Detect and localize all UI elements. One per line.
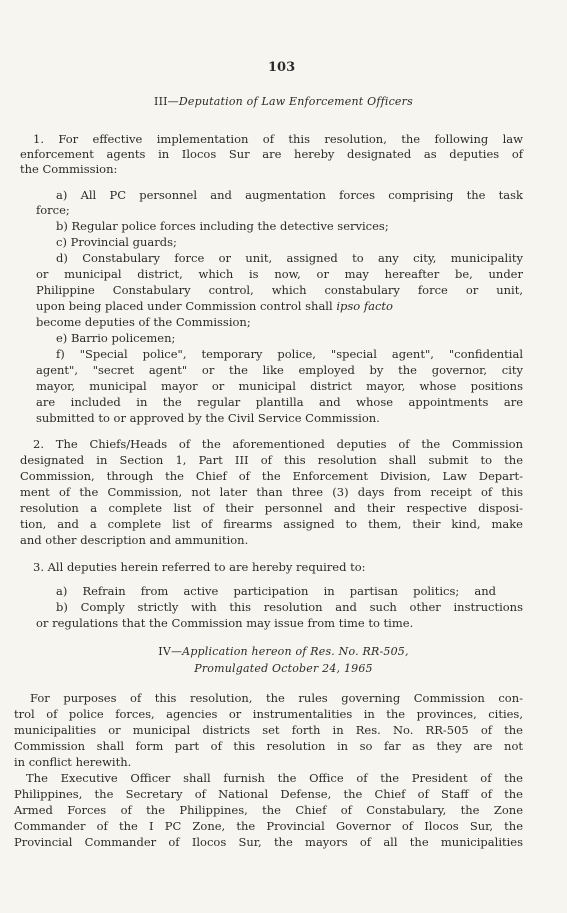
text-line: upon being placed under Commission control shall ipso facto (36, 299, 393, 313)
text-line: 3. All deputies herein referred to are hereby required to: (33, 560, 366, 574)
text-line: 2. The Chiefs/Heads of the aforementioned deputies of the Commission (33, 437, 523, 451)
text-line: are included in the regular plantilla and whose appointments are (36, 395, 523, 409)
text-line: agent", "secret agent" or the like employed by the governor, city (36, 363, 523, 377)
text-line: municipalities or municipal districts set forth in Res. No. RR-505 of the (14, 723, 523, 737)
section-heading-application: IV—Application hereon of Res. No. RR-505, (158, 645, 409, 658)
text-line: e) Barrio policemen; (56, 331, 176, 345)
text-line: Philippine Constabulary control, which constabulary force or unit, (36, 283, 523, 297)
text-line: trol of police forces, agencies or instrumentalities in the provinces, cities, (14, 707, 523, 721)
text-line: For purposes of this resolution, the rules governing Commission con- (30, 691, 523, 705)
text-line: become deputies of the Commission; (36, 315, 251, 329)
text-line: the Commission: (20, 162, 118, 176)
text-line: tion, and a complete list of firearms assigned to them, their kind, make (20, 517, 523, 531)
text-line: Philippines, the Secretary of National Defense, the Chief of Staff of the (14, 787, 523, 801)
text-line: or regulations that the Commission may issue from time to time. (36, 616, 414, 630)
text-line: force; (36, 203, 70, 217)
text-line: a) Refrain from active participation in partisan politics; and (56, 584, 496, 598)
text-line: enforcement agents in Ilocos Sur are hereby designated as deputies of (20, 147, 523, 161)
text-line: b) Regular police forces including the detective services; (56, 219, 389, 233)
text-line: designated in Section 1, Part III of this resolution shall submit to the (20, 453, 523, 467)
section-heading-deputation: III—Deputation of Law Enforcement Officers (154, 95, 413, 108)
text-line: and other description and ammunition. (20, 533, 249, 547)
text-line: f) "Special police", temporary police, "special agent", "confidential (56, 347, 523, 361)
text-line: mayor, municipal mayor or municipal district mayor, whose positions (36, 379, 523, 393)
italic-phrase: ipso facto (336, 299, 393, 313)
section-heading-application-line2: Promulgated October 24, 1965 (194, 662, 373, 675)
text-line: Provincial Commander of Ilocos Sur, the mayors of all the municipalities (14, 835, 523, 849)
page-number: 103 (268, 60, 296, 75)
text-line: Commission shall form part of this resolution in so far as they are not (14, 739, 523, 753)
text-line: 1. For effective implementation of this resolution, the following law (33, 132, 523, 146)
text-line: submitted to or approved by the Civil Service Commission. (36, 411, 380, 425)
text-line: Commission, through the Chief of the Enforcement Division, Law Depart- (20, 469, 523, 483)
text-line: c) Provincial guards; (56, 235, 177, 249)
text-line: in conflict herewith. (14, 755, 132, 769)
text-line: The Executive Officer shall furnish the Office of the President of the (26, 771, 523, 785)
text-line: b) Comply strictly with this resolution and such other instructions (56, 600, 523, 614)
text-line: Commander of the I PC Zone, the Provincial Governor of Ilocos Sur, the (14, 819, 523, 833)
text-line: resolution a complete list of their personnel and their respective disposi- (20, 501, 523, 515)
text-line: Armed Forces of the Philippines, the Chief of Constabulary, the Zone (14, 803, 523, 817)
text-line: ment of the Commission, not later than three (3) days from receipt of this (20, 485, 523, 499)
text-line: a) All PC personnel and augmentation forces comprising the task (56, 188, 523, 202)
text-line: or municipal district, which is now, or may hereafter be, under (36, 267, 523, 281)
text-line: d) Constabulary force or unit, assigned to any city, municipality (56, 251, 523, 265)
